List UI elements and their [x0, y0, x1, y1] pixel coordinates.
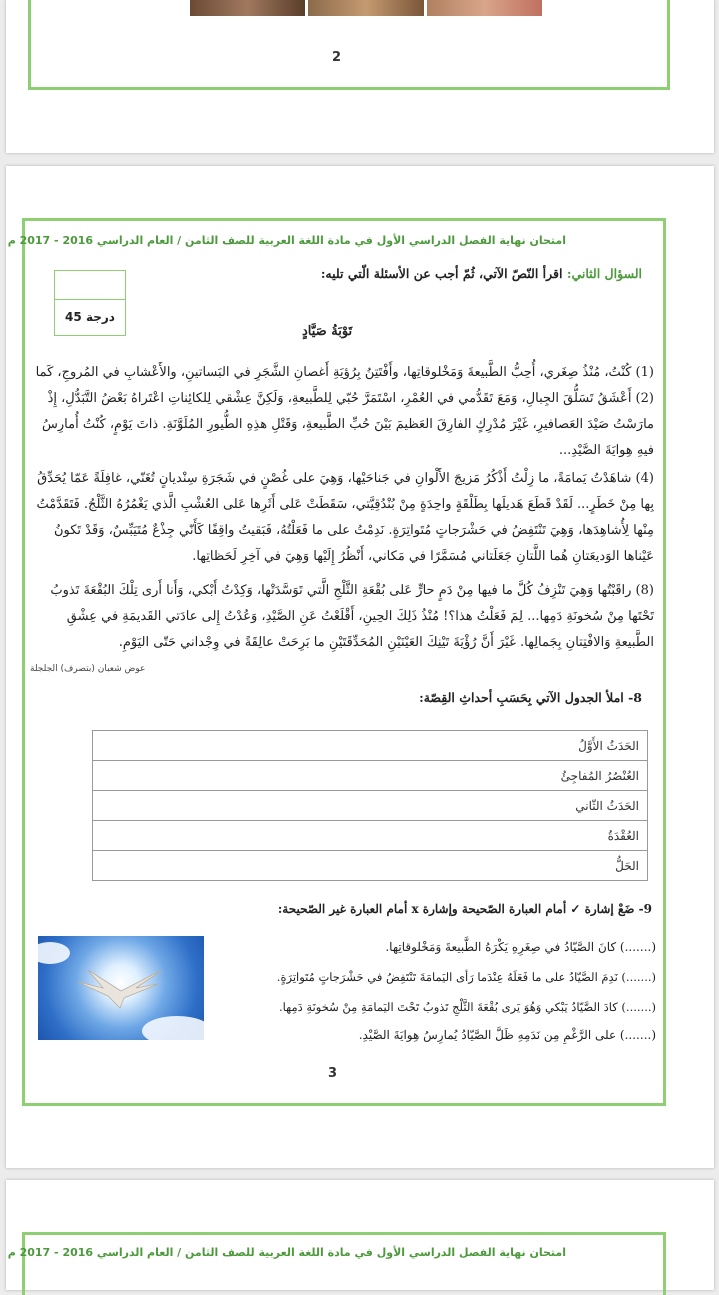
table-cell[interactable]: العُقْدَةُ [93, 821, 648, 851]
paragraph-1: (1) كُنْتُ، مُنْذُ صِغَري، أُحِبُّ الطَّبيعةَ وَمَخْلوقاتِها، وأَفْتَتِنُ بِرُؤيَةِ أَغصانِ الشَّجَرِ في البَساتينِ، والأَعْشابِ في المُروجِ، كَما (2) أَعْشَقُ تَسَلُّقَ الجِبالِ، وَمَعَ تَقَدُّمي في العُمْرِ، اسْتَمَرَّ حُبّي لِلطَّبيعةِ، وَلَكِنَّ عِشْقي لِلكائِناتِ اعْتَراهُ بَعْضُ التَّبَدُّلِ، إِذْ مارَسْتُ صَيْدَ العَصافيرِ، غَيْرَ مُدْرِكٍ الفارِقَ العَظيمَ بَيْنَ حُبِّ الطَّبيعةِ، وَقَتْلِ هذِهِ الطُّيورِ المُلَوَّنَةِ. ذاتَ يَوْمٍ، كُنْتُ أُمارِسُ فيهِ هِوايَةَ الصَّيْدِ... [35, 365, 654, 458]
question-heading [236, 266, 642, 281]
paragraph-2: (4) شاهَدْتُ يَمامَةً، ما زِلْتُ أَذْكُرُ مَزيجَ الأَلْوانِ في جَناحَيْها، وَهِيَ على غُصْنٍ في شَجَرَةِ سِنْديانٍ تُغَنّي، غافِلَةً عَمّا يُحَدِّقُ بِها مِنْ خَطَرٍ... لَقَدْ قَطَعَ هَديلَها بِطَلْقَةٍ واحِدَةٍ مِنْ بُنْدُقِيَّتي، سَقَطَتْ عَلى أَثَرِها عَلى العُشْبِ الَّذي يَغْمُرُهُ الثَّلْجُ. فَتَقَدَّمْتُ مِنْها لِأُشاهِدَها، وَهِيَ تَنْتَفِضُ في حَشْرَجاتٍ مُتَواتِرَةٍ. نَدِمْتُ على ما فَعَلْتُهُ، فَبَقيتُ واقِفًا كَأَنّي جِذْعٌ مُتَيَبِّسٌ، وَقَدْ تَكونُ عَيْناها الوَديعَتانِ هُما اللَّتانِ جَعَلَتاني مُسَمَّرًا في مَكاني، أَنْظُرُ إِلَيْها وَهِيَ في آخِرِ لَحَظاتِها. [36, 471, 654, 564]
question-instruction: اقرأ النّصّ الآتي، ثُمّ أجب عن الأسئلة الّتي تليه: [320, 266, 563, 281]
statement-4: (.......) على الرَّغْمِ مِن نَدَمِهِ ظَلَّ الصَّيّادُ يُمارِسُ هِوايَةَ الصَّيْدِ. [358, 1028, 656, 1042]
table-row [93, 731, 648, 761]
statement-3: (.......) كادَ الصَّيّادُ يَبْكي وَهُوَ يَرى بُقْعَةَ الثَّلْجِ تَذوبُ تَحْتَ اليَمامَةِ مِنْ سُخونَةِ دَمِها. [279, 1000, 656, 1014]
table-cell[interactable]: العُنْصُرُ المُفاجِئُ [93, 761, 648, 791]
page-number: 3 [328, 1066, 338, 1081]
page-3 [6, 1180, 714, 1290]
question-label: السؤال الثاني: [566, 266, 642, 281]
score-label: 45 درجة [65, 310, 115, 324]
page-frame [7, 1232, 666, 1295]
page-number: 2 [332, 50, 342, 65]
table-cell[interactable]: الحَدَثُ الأَوَّلُ [93, 731, 648, 761]
question-8: 8- املأ الجدول الآتي بِحَسَبِ أحداثِ القِصّة: [419, 690, 642, 705]
table-row [93, 761, 648, 791]
source-credit: عوض شعبان (بتصرف) الجلجلة [30, 664, 146, 674]
table-row [93, 791, 648, 821]
page-1 [6, 0, 714, 153]
page-2 [6, 166, 714, 1168]
table-row [93, 851, 648, 881]
score-box [54, 270, 126, 336]
dove-image [38, 936, 204, 1040]
exam-header: امتحان نهاية الفصل الدراسي الأول في مادة اللغة العربية للصف الثامن / العام الدراسي 2016 - 2017 م [7, 234, 566, 247]
story-title: تَوْبَةُ صَيَّادٍ [302, 324, 353, 339]
statement-2: (.......) نَدِمَ الصَّيّادُ على ما فَعَلَهُ عِنْدَما رَأى اليَمامَةَ تَنْتَفِضُ في حَشْرَجاتٍ مُتَواتِرَةٍ. [276, 970, 656, 984]
question-9: 9- ضَعْ إشارة ✓ أمام العبارة الصّحيحة وإشارة x أمام العبارة غير الصّحيحة: [277, 902, 652, 916]
table-cell[interactable]: الحَلُّ [93, 851, 648, 881]
photo-strip [190, 0, 542, 16]
statement-1: (.......) كانَ الصَّيّادُ في صِغَرِهِ يَكْرَهُ الطَّبيعةَ وَمَخْلوقاتِها. [385, 940, 656, 954]
table-cell[interactable]: الحَدَثُ الثّاني [93, 791, 648, 821]
paragraph-3: (8) راقَبْتُها وَهِيَ تَنْزِفُ كُلَّ ما فيها مِنْ دَمٍ حارٍّ عَلى بُقْعَةِ الثَّلْجِ الَّتي تَوَسَّدَتْها، وَكِدْتُ أَبْكي، وَأَنا أَرى تِلْكَ البُقْعَةَ تَذوبُ تَحْتَها مِنْ سُخونَةِ دَمِها... لِمَ فَعَلْتُ هذا؟! مُنْذُ ذَلِكَ الحِينِ، أَقْلَعْتُ عَنِ الصَّيْدِ، وَعُدْتُ إِلى عادَتي القَديمَةِ في عِشْقِ الطَّبيعةِ وَالافْتِتانِ بِجَمالِها. غَيْرَ أَنَّ رُؤْيَةَ تَيْنِكَ العَيْنَيْنِ المُحَدِّقَتَيْنِ ما بَرِحَتْ عالِقَةً في وِجْداني حَتّى اليَوْمِ. [50, 583, 654, 650]
table-row [93, 821, 648, 851]
exam-header: امتحان نهاية الفصل الدراسي الأول في مادة اللغة العربية للصف الثامن / العام الدراسي 2016 - 2017 م [7, 1246, 566, 1259]
events-table [92, 730, 648, 881]
